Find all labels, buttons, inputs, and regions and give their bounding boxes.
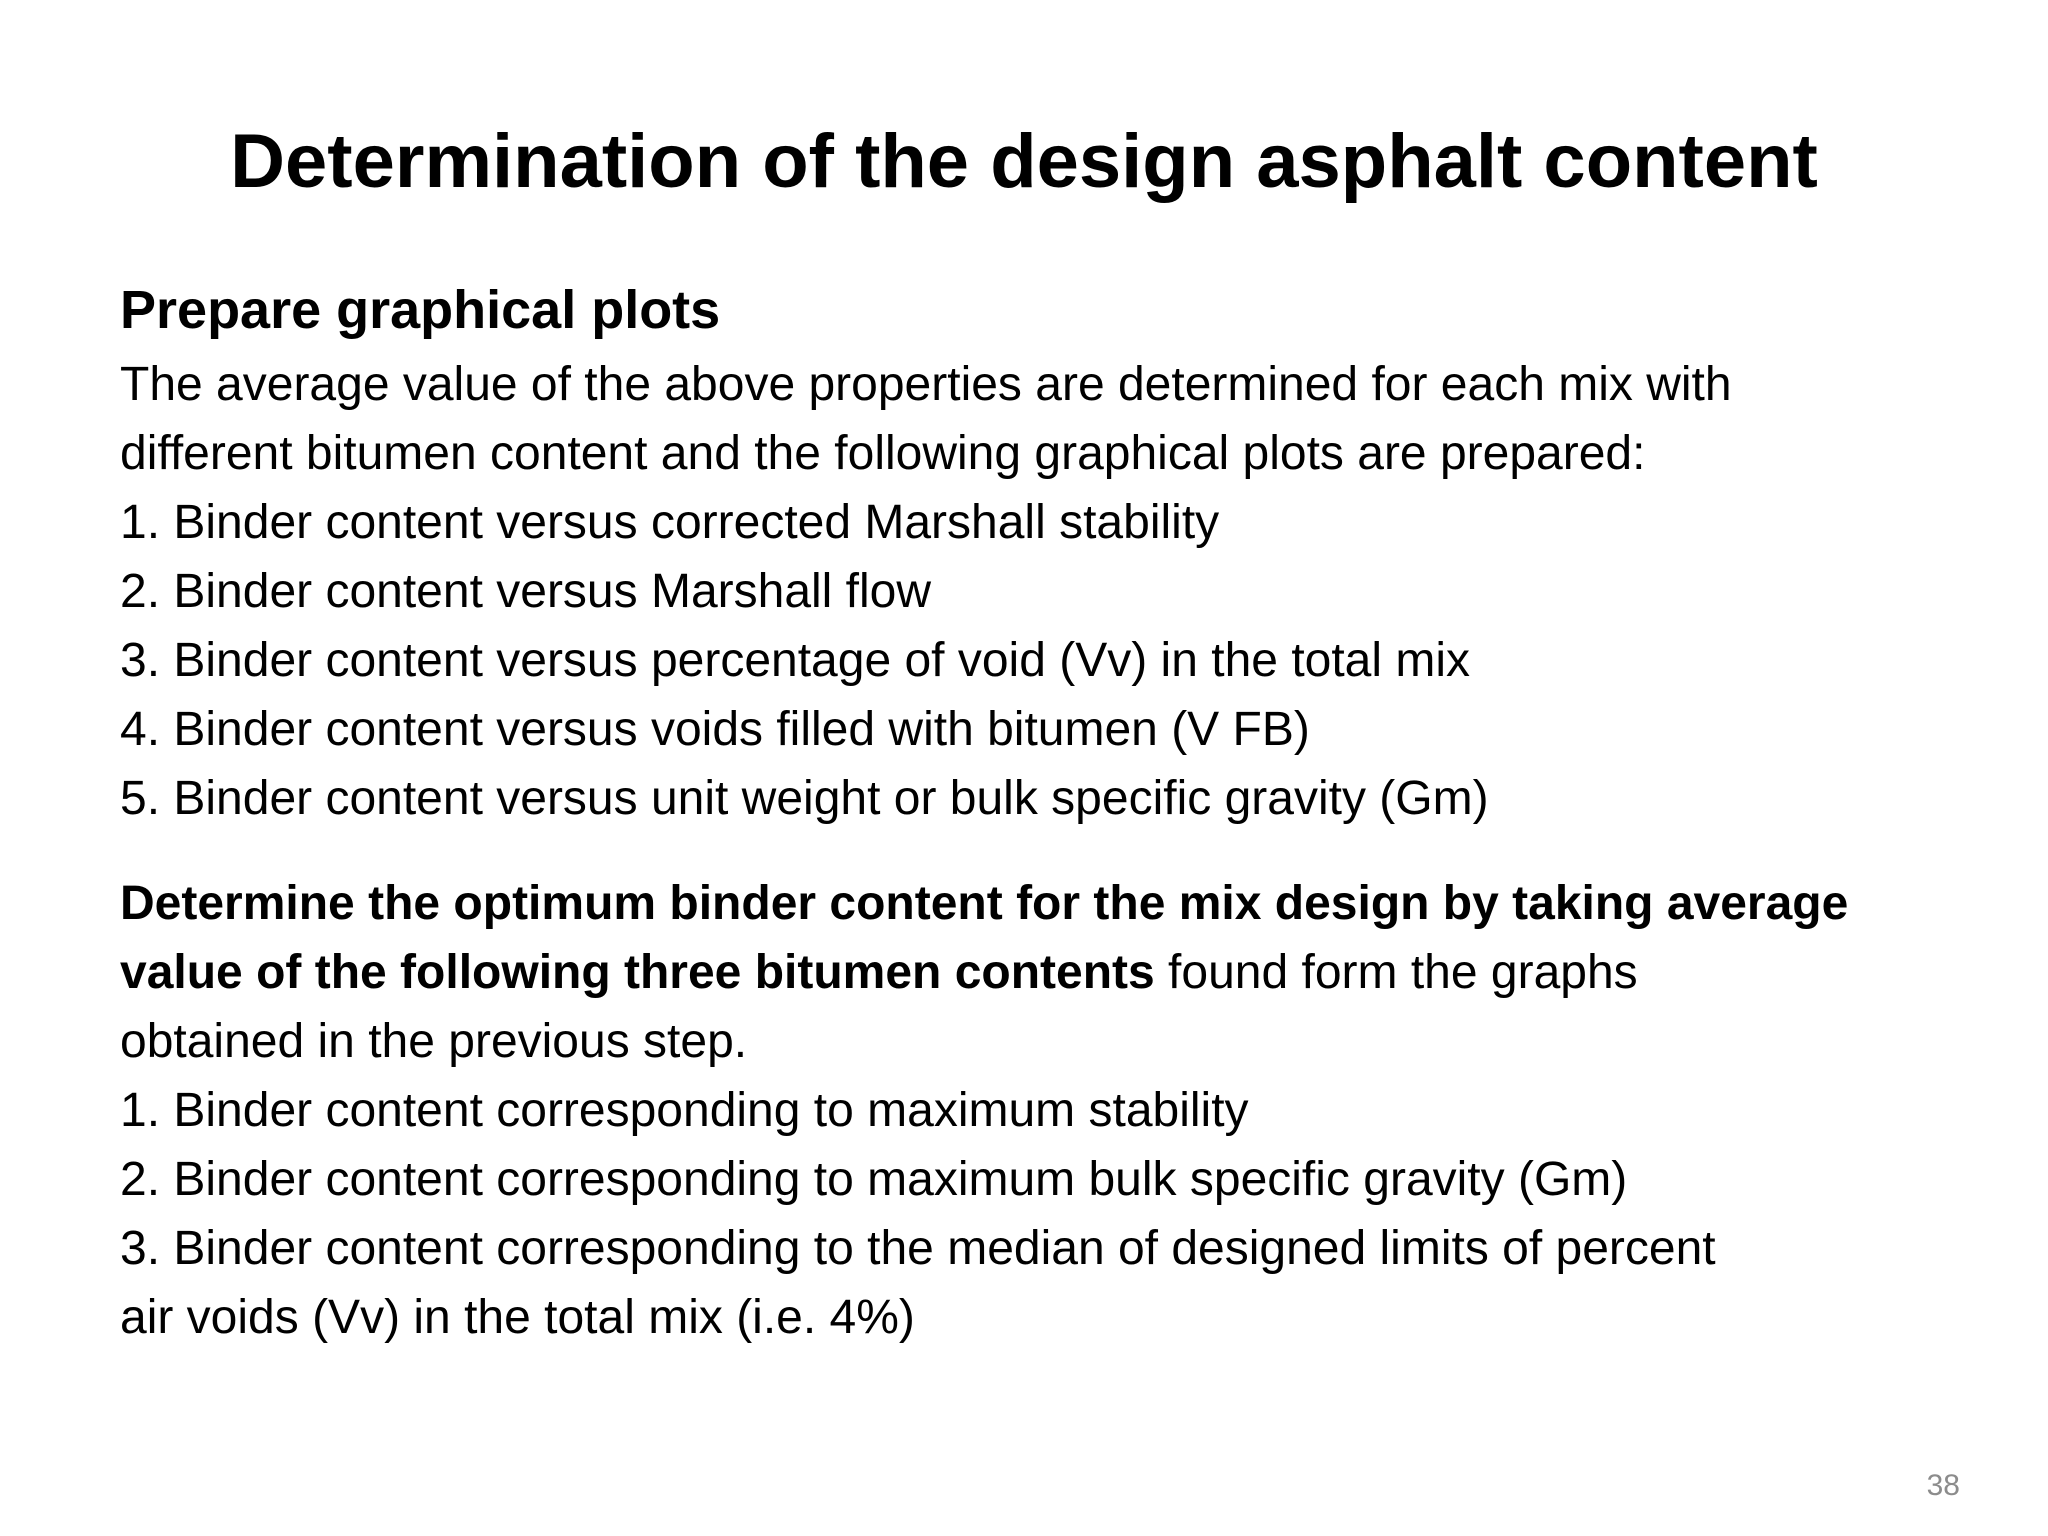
plot-list-item: 2. Binder content versus Marshall flow — [120, 565, 932, 618]
section-spacer — [120, 833, 1960, 869]
binder-list-item-continued: air voids (Vv) in the total mix (i.e. 4%) — [120, 1291, 915, 1344]
section-heading-graphical-plots: Prepare graphical plots — [120, 280, 721, 340]
slide-body — [120, 270, 1960, 1352]
binder-list-item: 3. Binder content corresponding to the median of designed limits of percent — [120, 1222, 1716, 1275]
optimum-binder-text: found form the graphs — [1154, 946, 1638, 999]
optimum-binder-statement-continued — [120, 938, 1960, 1007]
binder-list-item: 2. Binder content corresponding to maximum bulk specific gravity (Gm) — [120, 1153, 1628, 1206]
optimum-binder-emphasis: value of the following three bitumen contents — [120, 946, 1155, 999]
intro-text-line: The average value of the above properties are determined for each mix with — [120, 358, 1732, 411]
plot-list-item: 1. Binder content versus corrected Marshall stability — [120, 496, 1220, 549]
plot-list-item: 4. Binder content versus voids filled with bitumen (V FB) — [120, 703, 1310, 756]
slide-title: Determination of the design asphalt content — [230, 119, 1818, 204]
optimum-binder-text-line: obtained in the previous step. — [120, 1015, 748, 1068]
optimum-binder-statement: Determine the optimum binder content for the mix design by taking average — [120, 877, 1849, 930]
intro-text-line: different bitumen content and the following graphical plots are prepared: — [120, 427, 1646, 480]
binder-list-item: 1. Binder content corresponding to maximum stability — [120, 1084, 1249, 1137]
page-number: 38 — [1926, 1469, 1960, 1502]
plot-list-item: 5. Binder content versus unit weight or bulk specific gravity (Gm) — [120, 772, 1489, 825]
plot-list-item: 3. Binder content versus percentage of void (Vv) in the total mix — [120, 634, 1471, 687]
